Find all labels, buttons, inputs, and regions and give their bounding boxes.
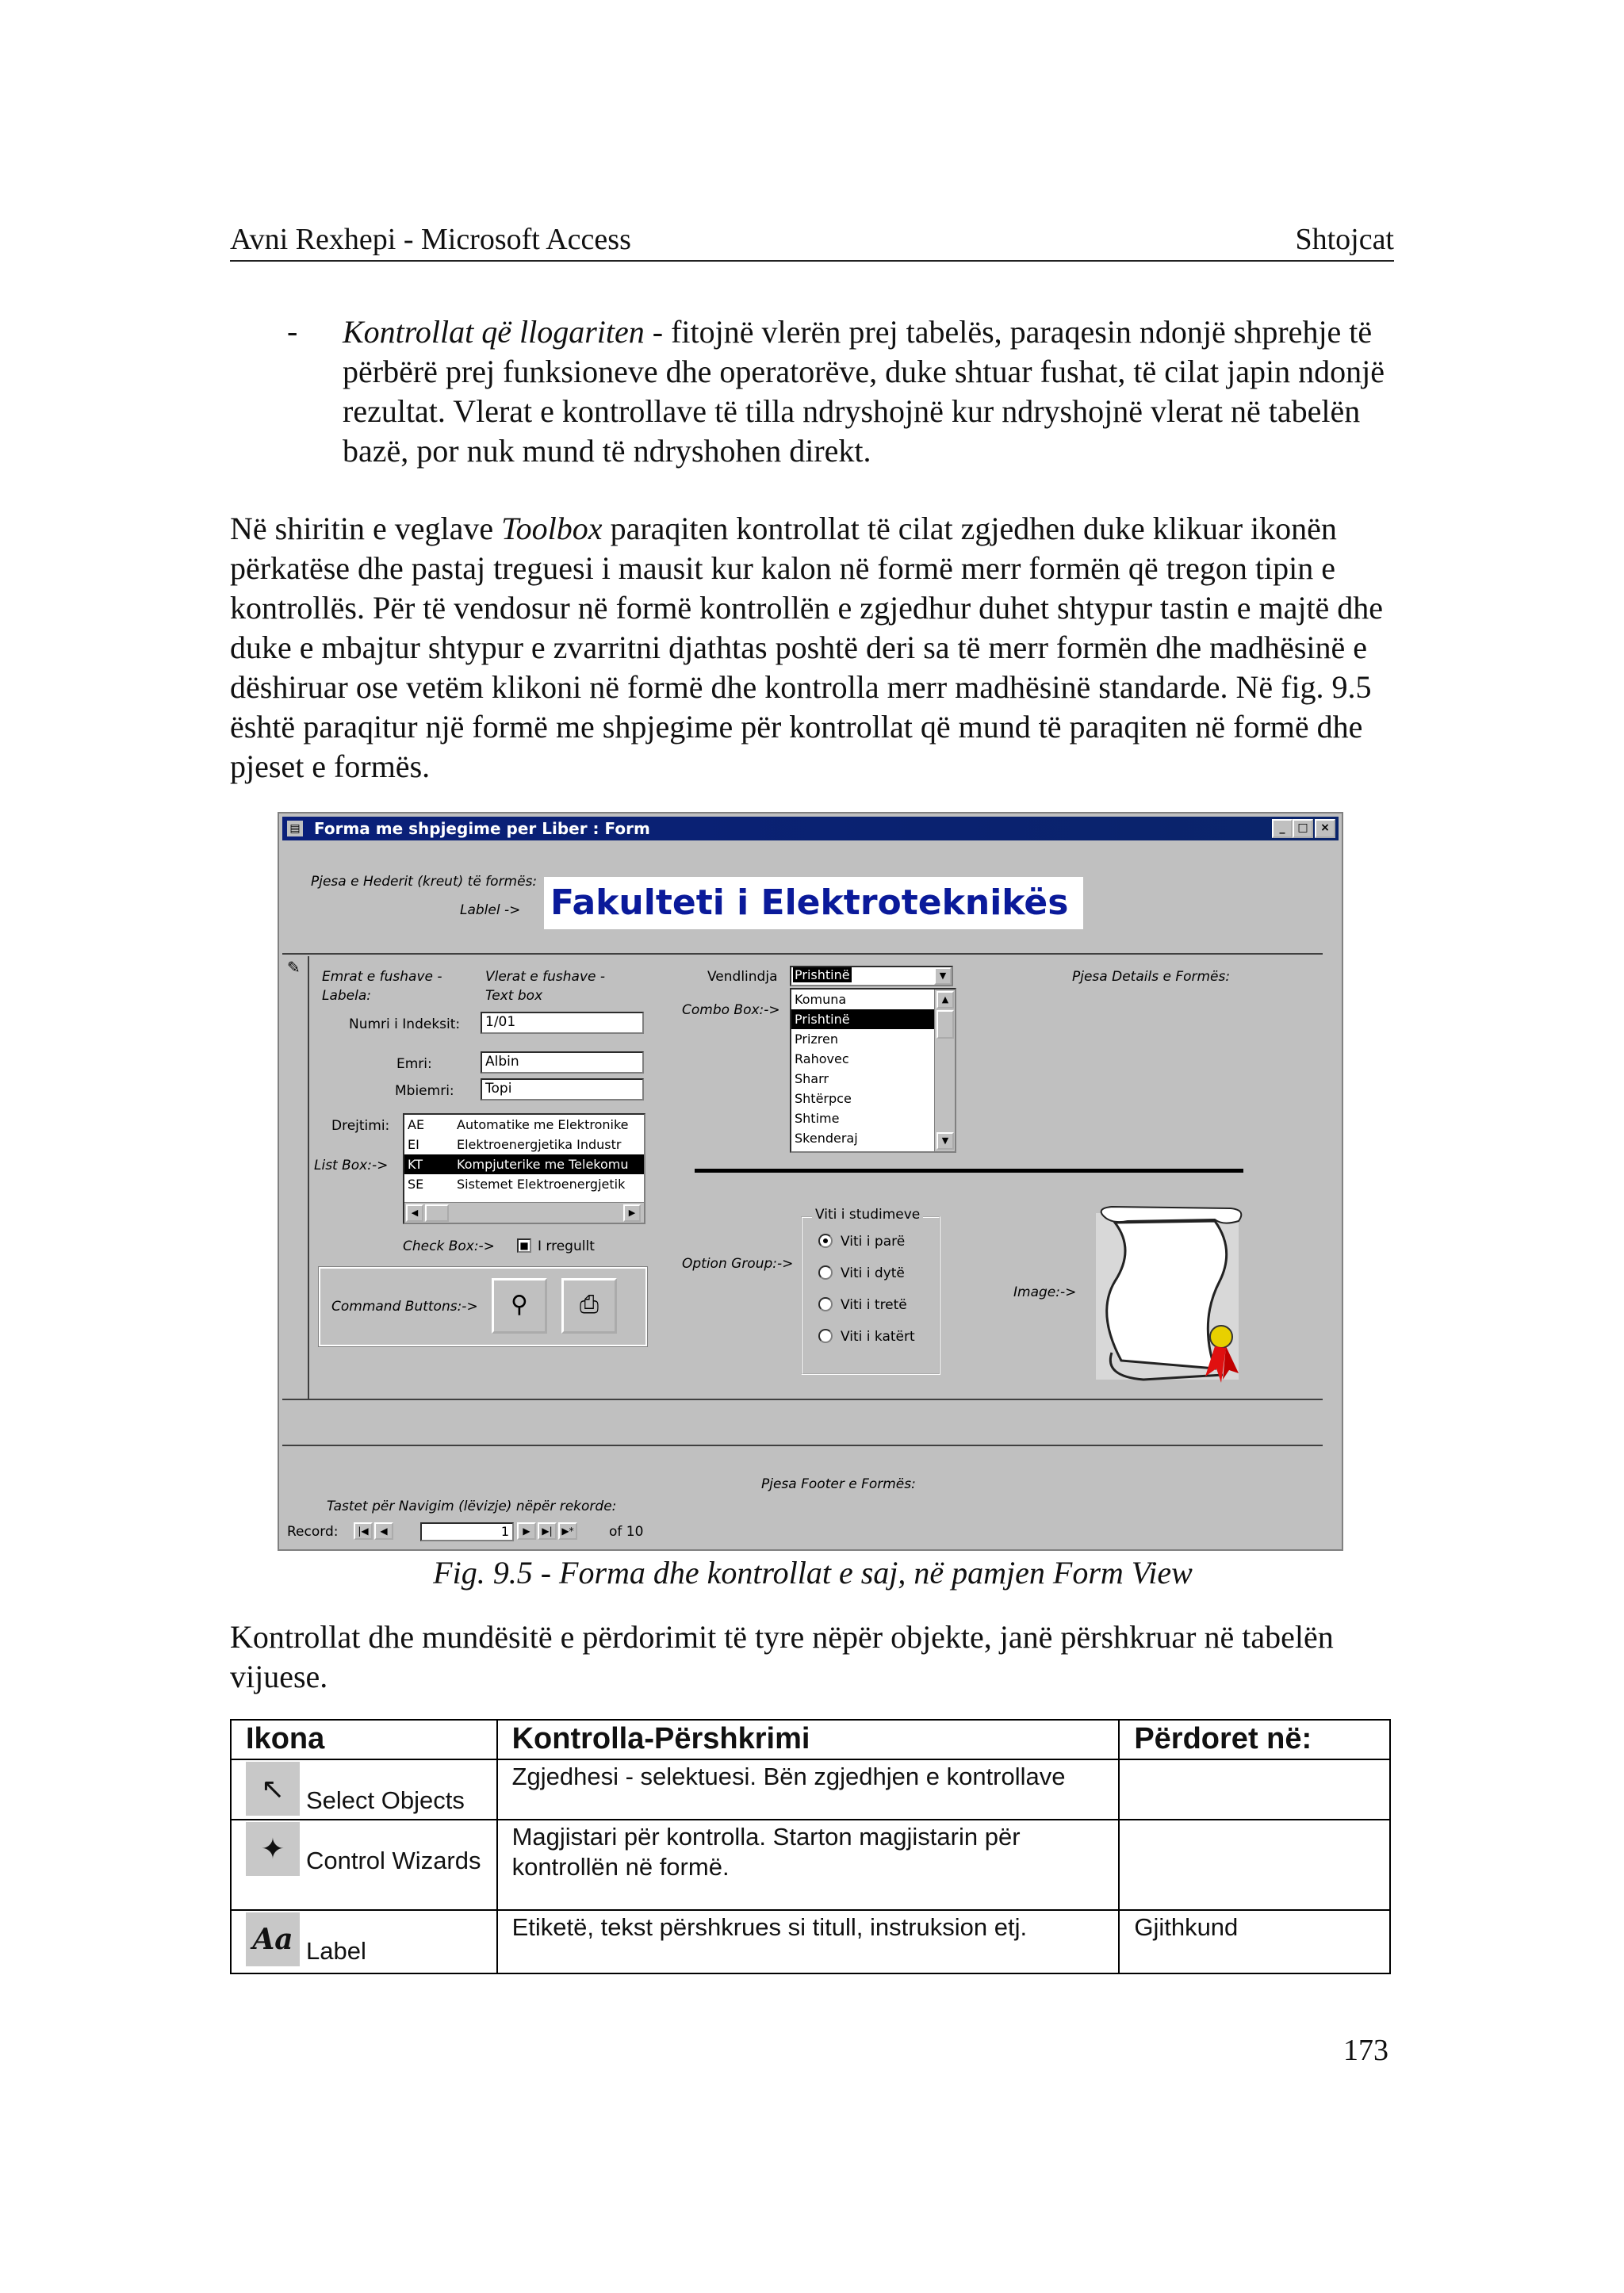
table-header-row (231, 1720, 1390, 1759)
nav-note: Tastet për Navigim (lëvizje) nëpër rekorde: (327, 1499, 617, 1514)
icon-cell (231, 1759, 497, 1820)
figure-caption: Fig. 9.5 - Forma dhe kontrollat e saj, në pamjen Form View (433, 1555, 1193, 1591)
scroll-up-icon[interactable]: ▲ (936, 991, 954, 1009)
control-description: Etiketë, tekst përshkrues si titull, instruksion etj. (497, 1910, 1120, 1973)
list-item[interactable]: SE Sistemet Elektroenergjetik (408, 1177, 626, 1192)
chevron-down-icon[interactable]: ▼ (934, 967, 952, 985)
mbiemri-label: Mbiemri: (395, 1083, 454, 1099)
list-item-selected[interactable]: Prishtinë (791, 1009, 955, 1029)
list-item[interactable]: Shtërpce (795, 1091, 852, 1106)
vendlindja-label: Vendlindja (707, 969, 778, 985)
minimize-button[interactable]: _ (1272, 819, 1293, 838)
list-item[interactable]: AE Automatike me Elektronike (408, 1117, 629, 1132)
field-values-note: Vlerat e fushave - (485, 969, 606, 985)
table-row (231, 1820, 1390, 1910)
drejtimi-listbox[interactable] (403, 1113, 645, 1224)
faculty-label: Fakulteti i Elektroteknikës (544, 877, 1083, 929)
index-textbox[interactable]: 1/01 (481, 1012, 644, 1034)
scroll-left-icon[interactable]: ◀ (406, 1204, 423, 1222)
record-count: of 10 (609, 1524, 644, 1540)
record-selector-line (308, 956, 309, 1399)
list-item[interactable]: Skenderaj (795, 1131, 858, 1146)
bullet-term: Kontrollat që llogariten (343, 314, 645, 350)
combo-note: Combo Box:-> (682, 1002, 780, 1018)
close-button[interactable]: × (1315, 819, 1335, 838)
listbox-note: List Box:-> (314, 1158, 389, 1173)
table-intro-paragraph: Kontrollat dhe mundësitë e përdorimit të tyre nëpër objekte, janë përshkruar në tabelën vijuese. (230, 1619, 1334, 1694)
option-label: Viti i katërt (841, 1329, 915, 1345)
checkbox-label: I rregullt (538, 1238, 595, 1254)
option-label: Viti i tretë (841, 1297, 907, 1313)
form-window-icon: ▤ (287, 821, 303, 836)
option-note: Option Group:-> (682, 1256, 794, 1272)
image-note: Image:-> (1013, 1284, 1077, 1300)
option-label: Viti i parë (841, 1234, 906, 1250)
control-name: Control Wizards (306, 1847, 481, 1874)
list-item-selected[interactable]: KT Kompjuterike me Telekomu (404, 1154, 644, 1174)
footer-divider (282, 1445, 1323, 1446)
index-label: Numri i Indeksit: (349, 1016, 461, 1032)
form-title: Forma me shpjegime per Liber : Form (314, 819, 650, 838)
list-item[interactable]: EI Elektroenergjetika Industr (408, 1137, 622, 1152)
emri-label: Emri: (396, 1056, 432, 1072)
record-label: Record: (287, 1524, 339, 1540)
toolbox-paragraph (230, 509, 1396, 787)
control-usage (1119, 1820, 1390, 1910)
list-item[interactable]: Komuna (795, 992, 847, 1007)
radio-viti-1[interactable] (818, 1234, 833, 1248)
icon-cell (231, 1910, 497, 1973)
scroll-right-icon[interactable]: ▶ (623, 1204, 641, 1222)
radio-viti-2[interactable] (818, 1265, 833, 1280)
details-note: Pjesa Details e Formës: (1072, 969, 1231, 985)
form-line (695, 1169, 1243, 1173)
list-item[interactable]: Rahovec (795, 1051, 849, 1066)
radio-viti-3[interactable] (818, 1297, 833, 1311)
radio-viti-4[interactable] (818, 1329, 833, 1343)
icon-cell (231, 1820, 497, 1910)
printer-icon[interactable]: ⎙ (561, 1278, 617, 1334)
drejtimi-label: Drejtimi: (331, 1118, 390, 1134)
scroll-thumb[interactable] (936, 1010, 954, 1039)
page-number: 173 (1343, 2034, 1388, 2067)
checkbox-note: Check Box:-> (403, 1238, 495, 1254)
table-row (231, 1910, 1390, 1973)
col-header-kontrolla: Kontrolla-Përshkrimi (497, 1720, 1120, 1759)
control-description: Magjistari për kontrolla. Starton magjistarin për kontrollën në formë. (497, 1820, 1120, 1910)
header-right: Shtojcat (1295, 223, 1394, 256)
record-number-input[interactable]: 1 (420, 1522, 514, 1541)
col-header-ikona: Ikona (231, 1720, 497, 1759)
para2-before: Në shiritin e veglave (230, 511, 502, 546)
bullet-paragraph (343, 312, 1397, 471)
control-usage (1119, 1759, 1390, 1820)
label-aa-icon: Aa (246, 1912, 300, 1966)
emri-textbox[interactable]: Albin (481, 1051, 644, 1074)
list-item[interactable]: Shtime (795, 1111, 840, 1126)
next-record-icon[interactable]: ▶ (517, 1522, 536, 1540)
option-group-title: Viti i studimeve (812, 1207, 923, 1223)
vendlindja-combobox[interactable]: Prishtinë ▼ (790, 966, 953, 986)
header-divider (282, 953, 1323, 955)
control-usage: Gjithkund (1119, 1910, 1390, 1973)
rregullt-checkbox[interactable]: ■ (517, 1238, 531, 1253)
field-names-note-2: Labela: (322, 988, 372, 1004)
scroll-down-icon[interactable]: ▼ (936, 1132, 954, 1150)
table-row (231, 1759, 1390, 1820)
para2-after: paraqiten kontrollat të cilat zgjedhen duke klikuar ikonën përkatëse dhe pastaj treguesi i mausit kur kalon në formë merr formën që tregon tipin e kontrollës. Për të vendosur në formë kontrollën e zgjedhur duhet shtypur tastin e majtë dhe duke e mbajtur shtypur e zvarritni djathtas poshtë deri sa të merr formën dhe madhësinë e dëshiruar ose vetëm klikoni në formë dhe kontrolla merr madhësinë standarde. Në fig. 9.5 është paraqitur një formë me shpjegime për kontrollat që mund të paraqiten në formë dhe pjeset e formës. (230, 511, 1384, 784)
magic-wand-icon: ✦ (246, 1822, 300, 1876)
bullet-body: - fitojnë vlerën prej tabelës, paraqesin ndonjë shprehje të përbërë prej funksioneve dhe operatorëve, duke shtuar fushat, të cilat japin ndonjë rezultat. Vlerat e kontrollave të tilla ndryshojnë kur ndryshojnë vlerat në tabelën bazë, por nuk mund të ndryshohen direkt. (343, 314, 1385, 469)
scroll-thumb[interactable] (425, 1204, 449, 1222)
field-values-note-2: Text box (485, 988, 543, 1004)
col-header-perdoret: Përdoret në: (1119, 1720, 1390, 1759)
binoculars-icon[interactable]: ⚲ (492, 1278, 547, 1334)
label-note: Lablel -> (460, 902, 521, 918)
pencil-icon: ✎ (287, 958, 301, 977)
new-record-icon[interactable]: ▶* (558, 1522, 577, 1540)
footer-note: Pjesa Footer e Formës: (761, 1476, 916, 1492)
scroll-certificate-image (1080, 1202, 1259, 1389)
list-item[interactable]: Prizren (795, 1032, 838, 1047)
mbiemri-textbox[interactable]: Topi (481, 1078, 644, 1101)
details-divider (282, 1399, 1323, 1400)
pointer-arrow-icon: ↖ (246, 1762, 300, 1816)
maximize-button[interactable]: □ (1293, 819, 1313, 838)
header-section-note: Pjesa e Hederit (kreut) të formës: (311, 874, 538, 890)
field-names-note: Emrat e fushave - (322, 969, 442, 985)
control-description: Zgjedhesi - selektuesi. Bën zgjedhjen e kontrollave (497, 1759, 1120, 1820)
record-navigator (282, 1519, 758, 1545)
controls-table (230, 1719, 1391, 1974)
access-form-screenshot (278, 812, 1343, 1551)
form-title-bar (282, 817, 1339, 840)
listbox-hscrollbar[interactable] (404, 1202, 644, 1223)
command-note: Command Buttons:-> (331, 1299, 478, 1315)
running-header (230, 222, 1394, 262)
last-record-icon[interactable]: ▶| (538, 1522, 557, 1540)
vendlindja-dropdown-list[interactable] (790, 988, 956, 1153)
list-item[interactable]: Sharr (795, 1071, 829, 1086)
first-record-icon[interactable]: |◀ (354, 1522, 373, 1540)
toolbox-term: Toolbox (501, 511, 603, 546)
control-name: Label (306, 1937, 366, 1965)
control-name: Select Objects (306, 1786, 465, 1814)
dropdown-vscrollbar[interactable] (934, 990, 956, 1151)
bullet-dash: - (287, 313, 298, 349)
option-label: Viti i dytë (841, 1265, 905, 1281)
header-left: Avni Rexhepi - Microsoft Access (230, 223, 631, 256)
previous-record-icon[interactable]: ◀ (374, 1522, 393, 1540)
